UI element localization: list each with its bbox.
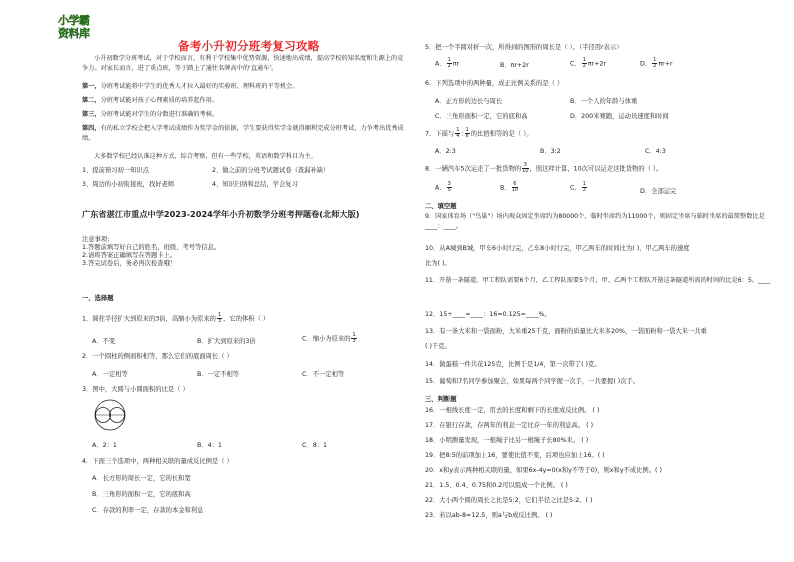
question-12: 12．15÷____=____：16=0.125=____%。 xyxy=(425,311,551,318)
question-7: 7．下面与 $\frac{1}{4}$ : $\frac{1}{6}$ 的比值相等的是（ ）。 xyxy=(425,127,533,139)
q5-option-a: A． $\frac{1}{2}$ πr xyxy=(435,57,460,69)
guide-point-2: 第二，分班考试能对孩子心理素质的培养起作用。 xyxy=(82,97,219,104)
guide-intro: 小升初数学分班考试，对于学校而言，有利于学校集中优势资源，快速地出成绩，提高学校的知名度和生源上的竞争力。对家长而言，进了重点班，等于踏上了通往名牌高中的'直通车'。 xyxy=(82,55,404,72)
q7-option-a: A．2:3 xyxy=(435,148,456,155)
q4-option-b: B．三角形的面积一定，它的底和高 xyxy=(92,491,191,498)
guide-tip-4: 4、知识归纳和总结，学会复习 xyxy=(212,181,298,188)
judge-20: 20．x和y表示两种相关联的量，如果6x-4y=0(x和y不等于0)，则x和y不成比例。( ) xyxy=(425,467,662,474)
judge-22: 22．大小两个圆的周长之比是5:2，它们半径之比是5:2。( ) xyxy=(425,497,593,504)
q1-option-c: C．缩小为原来的 $\frac{1}{3}$ xyxy=(302,332,356,344)
q3-option-b: B．4：1 xyxy=(197,442,222,449)
q2-option-c: C．不一定相等 xyxy=(302,371,345,378)
question-14: 14．做蛋糕一件共花125克，比例于是1/4，第一次带了( )克。 xyxy=(425,361,601,368)
q4-option-a: A．长方形的周长一定，它的长和宽 xyxy=(92,475,191,482)
q5-option-c: C． $\frac{1}{2}$ πr+2r xyxy=(570,57,607,69)
q2-option-a: A．一定相等 xyxy=(92,371,128,378)
q2-option-b: B．一定不相等 xyxy=(197,371,240,378)
question-1: 1．圆柱半径扩大到原来的3倍，高缩小为原来的 $\frac{1}{3}$ ，它的体积（ ） xyxy=(82,312,270,324)
q6-option-d: D．200米赛跑，运动员速度和时间 xyxy=(570,113,669,120)
q4-option-c: C．存款的利率一定，存款的本金和利息 xyxy=(92,507,204,514)
guide-point-4: 第四，有的私立学校会把入学考试成绩作为奖学金的依据，学生要获得奖学金就得顺利完成分班考试，力争考出优秀成绩。 xyxy=(82,125,404,142)
guide-tip-2: 2、做之前的分班考试题试卷（查漏补缺） xyxy=(212,167,330,174)
section-choice: 一、选择题 xyxy=(82,295,114,302)
q3-option-a: A．2：1 xyxy=(92,442,117,449)
q8-option-d: D．全部运完 xyxy=(640,188,677,195)
q8-option-a: A． $\frac{3}{5}$ xyxy=(435,181,451,193)
guide-tip-1: 1、提前预习初一知识点 xyxy=(82,167,149,174)
q6-option-b: B．一个人的年龄与体重 xyxy=(570,98,638,105)
judge-21: 21．1.5、0.4、0.75和0.2可以组成一个比例。 ( ) xyxy=(425,482,568,489)
judge-19: 19．把8:5的前项加上16，要使比值不变，后项也应加上16。( ) xyxy=(425,452,605,459)
q1-option-b: B．扩大到原来的3倍 xyxy=(197,338,256,345)
q6-option-a: A．正方形的边长与周长 xyxy=(435,98,503,105)
notice-head: 注意事项: xyxy=(82,236,110,243)
guide-tip-3: 3、周边的小初衔接班，找好老师 xyxy=(82,181,175,188)
question-13-line-1: 13．有一条大米和一袋面粉，大米重25千克，面粉的质量比大米多20%，一袋面粉和一袋大米一共重 xyxy=(425,328,707,335)
circles-figure xyxy=(92,398,128,432)
question-6: 6．下列选项中的两种量，成正比例关系的是（ ） xyxy=(425,80,564,87)
question-10-line-2: 比为( )。 xyxy=(425,260,451,267)
brand-logo: 小学霸 资料库 xyxy=(58,14,90,40)
judge-17: 17．在银行存款，存两年的利息一定比存一年的利息高。 ( ) xyxy=(425,422,594,429)
section-fill: 二、填空题 xyxy=(425,203,457,210)
guide-tips-intro: 大多数学校已经认准这种方式，综合考察，但有一些学校，英语和数学科目为主。 xyxy=(94,153,317,160)
question-5: 5．把一个半圆对折一次，所得到的图形的周长是（ ）。（半径用r表示） xyxy=(425,44,623,51)
q8-option-c: C． $\frac{1}{2}$ xyxy=(570,181,586,193)
q1-option-a: A．不变 xyxy=(92,338,116,345)
question-13-line-2: ( )千克。 xyxy=(425,343,451,350)
question-2: 2．一个圆柱的侧面积相等，那么它们的底面周长（ ） xyxy=(82,353,233,360)
question-9: 9．国家体育场（"鸟巢"）场内观众固定坐席约为80000个，临时坐席约为11000个，则固定坐席与临时坐席的最简整数比是____：____。 xyxy=(425,213,765,230)
q3-option-c: C．8：1 xyxy=(302,442,328,449)
q6-option-c: C．三角形面积一定，它的底和高 xyxy=(435,113,528,120)
section-judge: 三、判断题 xyxy=(425,396,457,403)
q5-option-d: D． $\frac{1}{2}$ πr+r xyxy=(640,57,673,69)
q7-option-c: C．4:3 xyxy=(645,148,666,155)
guide-point-1: 第一，分班考试能将中学生的优秀人才拉入最好的实验班、理科班的平等机会。 xyxy=(82,83,299,90)
q5-option-b: B．πr+2r xyxy=(500,62,529,69)
judge-18: 18．小明测量发现，一根绳子比另一根绳子长80%米。 ( ) xyxy=(425,437,589,444)
question-15: 15．葡萄和7名同学参加聚会，如果每两个同学握一次手，一共要握( )次手。 xyxy=(425,378,640,385)
judge-23: 23．若以ab-8=12.5，则a与b成反比例。 ( ) xyxy=(425,512,553,519)
question-4: 4．下面三个选项中，两种相关联的量成反比例是（ ） xyxy=(82,458,233,465)
notice-3: 3.答完试卷后，务必再次检查哦！ xyxy=(82,260,177,267)
question-11: 11．开凿一条隧道，甲工程队需要6个月，乙工程队需要5个月，甲、乙两个工程队开凿这条隧道所需的时间的比是6：5。____ xyxy=(425,277,771,284)
question-3: 3．图中，大圆与小圆面积的比是（ ） xyxy=(82,386,189,393)
guide-title: 备考小升初分班考复习攻略 xyxy=(178,39,320,53)
question-10-line-1: 10．从A城到B城，甲车6小时行完，乙车8小时行完，甲乙两车的时间比为( )，甲乙两车的速度 xyxy=(425,245,690,252)
guide-point-3: 第三，分班考试能对学生的分数进行准确的考核。 xyxy=(82,111,219,118)
question-8: 8．一辆汽车5次运走了一批货物的 $\frac{3}{10}$ ，照这样计算，10次可以运走这批货物的（ ）。 xyxy=(425,162,663,174)
q7-option-b: B．3:2 xyxy=(540,148,561,155)
notice-1: 1.答题前填写好自己的姓名、班级、考号等信息。 xyxy=(82,244,221,251)
exam-title: 广东省湛江市重点中学2023-2024学年小升初数学分班考押题卷(北师大版) xyxy=(82,209,360,219)
judge-16: 16．一根线长度一定，用去的长度和剩下的长度成反比例。 ( ) xyxy=(425,407,600,414)
notice-2: 2.请将答案正确填写在答题卡上。 xyxy=(82,252,177,259)
q8-option-b: B． $\frac{6}{10}$ xyxy=(500,181,518,193)
